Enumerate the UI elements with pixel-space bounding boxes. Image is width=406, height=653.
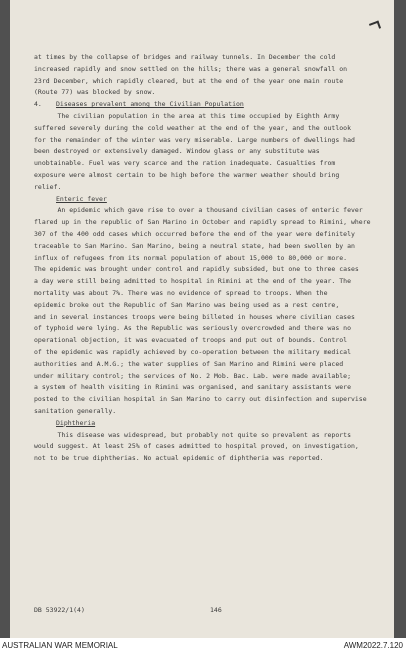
text-line: An epidemic which gave rise to over a thousand civilian cases of enteric fever (34, 206, 363, 215)
text-line: 23rd December, which rapidly cleared, but at the end of the year one main route (34, 76, 344, 85)
document-body (34, 52, 378, 465)
section-title: Diseases prevalent among the Civilian Population (56, 100, 244, 109)
text-line: This disease was widespread, but probably not quite so prevalent as reports (34, 430, 351, 439)
section-number: 4. (34, 100, 42, 109)
text-line: influx of refugees from its normal population of about 15,000 to 80,000 or more. (34, 253, 348, 262)
text-line: of the epidemic was rapidly achieved by co-operation between the military medical (34, 347, 351, 356)
text-line: posted to the civilian hospital in San Marino to carry out disinfection and supervise (34, 395, 367, 404)
archive-caption (0, 640, 406, 653)
staple-mark-icon (369, 21, 381, 32)
text-line: flared up in the republic of San Marino in October and rapidly spread to Rimini, where (34, 218, 371, 227)
text-line: increased rapidly and snow settled on the hills; there was a general snowfall on (34, 64, 348, 73)
text-line: a day were still being admitted to hospital in Rimini at the end of the year. The (34, 277, 351, 286)
document-page (10, 0, 394, 638)
text-line: at times by the collapse of bridges and railway tunnels. In December the cold (34, 53, 336, 61)
diphtheria-title: Diphtheria (56, 418, 96, 427)
text-line: sanitation generally. (34, 406, 117, 415)
text-line: operational objection, it was evacuated of troops and put out of bounds. Control (34, 336, 348, 345)
text-line: for the remainder of the winter was very miserable. Large numbers of dwellings had (34, 135, 355, 144)
enteric-title: Enteric fever (56, 194, 107, 203)
subheading (34, 194, 378, 206)
text-line: suffered severely during the cold weather at the end of the year, and the outlook (34, 123, 351, 132)
text-line: of typhoid were lying. As the Republic was seriously overcrowded and there was no (34, 324, 351, 333)
text-line: authorities and A.M.G.; the water supplies of San Marino and Rimini were placed (34, 359, 344, 368)
text-line: 307 of the 400 odd cases which occurred before the end of the year were definitely (34, 229, 355, 238)
page-number: 146 (210, 606, 222, 614)
text-line: under military control; the services of No. 2 Mob. Bac. Lab. were made available; (34, 371, 351, 380)
text-line: would suggest. At least 25% of cases admitted to hospital proved, on investigation, (34, 442, 359, 451)
archive-name: AUSTRALIAN WAR MEMORIAL (2, 641, 118, 650)
text-line: relief. (34, 182, 62, 191)
text-line: traceable to San Marino. San Marino, being a neutral state, had been swollen by an (34, 241, 355, 250)
text-line: been destroyed or extensively damaged. Window glass or any substitute was (34, 147, 320, 156)
document-reference: DB 53922/1(4) (34, 606, 85, 614)
text-line: exposure were almost certain to be high before the warmer weather should bring (34, 170, 340, 179)
text-line: unobtainable. Fuel was very scarce and the ration inadequate. Casualties from (34, 159, 336, 168)
text-line: a system of health visiting in Rimini was organised, and sanitary assistants were (34, 383, 351, 392)
text-line: and in several instances troops were being billeted in houses where civilian cases (34, 312, 355, 321)
section-heading (34, 99, 378, 111)
text-line: The epidemic was brought under control and rapidly subsided, but one to three cases (34, 265, 359, 274)
subheading (34, 418, 378, 430)
text-line: not to be true diphtherias. No actual epidemic of diphtheria was reported. (34, 454, 324, 463)
text-line: The civilian population in the area at this time occupied by Eighth Army (34, 111, 340, 120)
text-line: mortality was about 7%. There was no evidence of spread to troops. When the (34, 288, 328, 297)
archive-accession-number: AWM2022.7.120 (343, 641, 403, 650)
text-line: epidemic broke out the Republic of San Marino was being used as a rest centre, (34, 300, 340, 309)
text-line: (Route 77) was blocked by snow. (34, 88, 156, 97)
